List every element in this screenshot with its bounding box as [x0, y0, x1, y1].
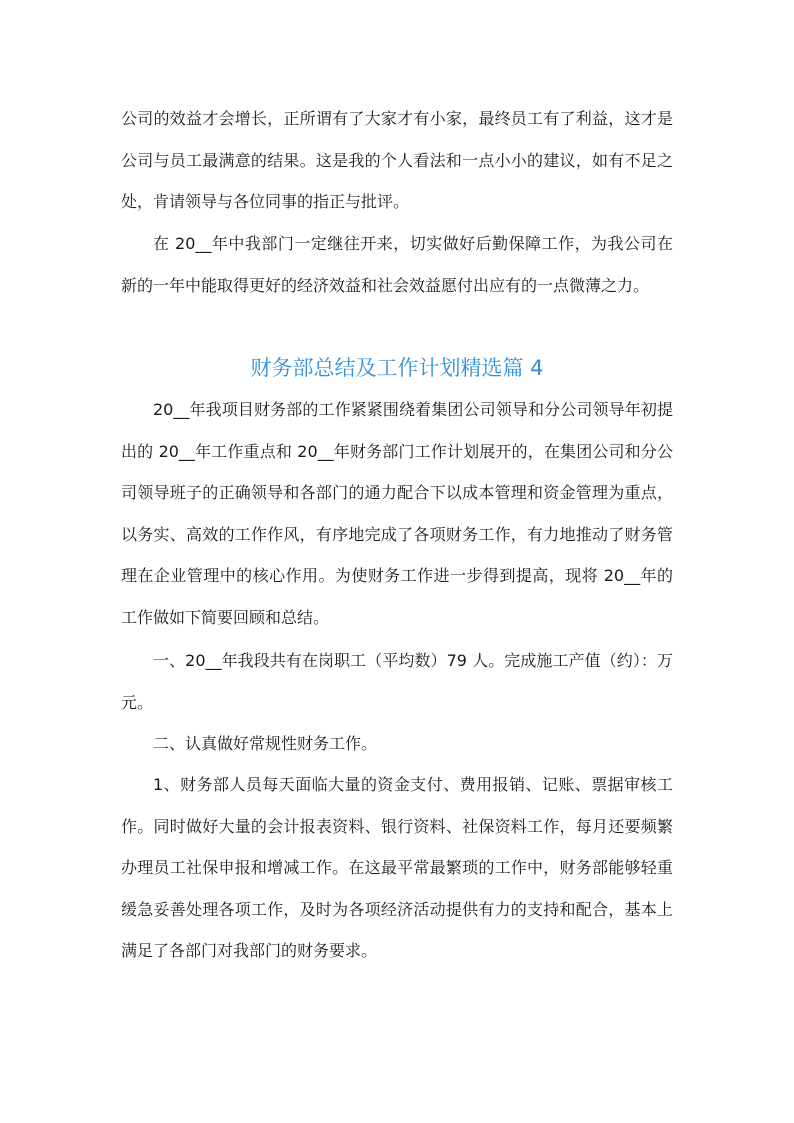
section-heading: 财务部总结及工作计划精选篇 4 — [250, 356, 544, 380]
intro-paragraph-1: 公司的效益才会增长，正所谓有了大家才有小家，最终员工有了利益，这才是公司与员工最满意的结果。这是我的个人看法和一点小小的建议，如有不足之处，肯请领导与各位同事的指正与批评。 — [121, 109, 673, 211]
intro-paragraph-2: 在 20__年中我部门一定继往开来，切实做好后勤保障工作，为我公司在新的一年中能取得更好的经济效益和社会效益愿付出应有的一点微薄之力。 — [121, 234, 673, 295]
body-paragraph-4: 1、财务部人员每天面临大量的资金支付、费用报销、记账、票据审核工作。同时做好大量的会计报表资料、银行资料、社保资料工作，每月还要频繁办理员工社保申报和增减工作。在这最平常最繁琐的工作中，财务部能够轻重缓急妥善处理各项工作，及时为各项经济活动提供有力的支持和配合，基本上满足了各部门对我部门的财务要求。 — [121, 775, 673, 960]
body-paragraph-3: 二、认真做好常规性财务工作。 — [153, 734, 378, 753]
body-paragraph-2: 一、20__年我段共有在岗职工（平均数）79 人。完成施工产值（约）：万元。 — [121, 651, 673, 712]
body-paragraph-1: 20__年我项目财务部的工作紧紧围绕着集团公司领导和分公司领导年初提出的 20__年工作重点和 20__年财务部门工作计划展开的，在集团公司和分公司领导班子的正确领导和各部门的通力配合下以成本管理和资金管理为重点，以务实、高效的工作作风，有序地完成了各项财务工作，有力地推动了财务管理在企业管理中的核心作用。为使财务工作进一步得到提高，现将 20__年的工作做如下简要回顾和总结。 — [121, 400, 673, 627]
